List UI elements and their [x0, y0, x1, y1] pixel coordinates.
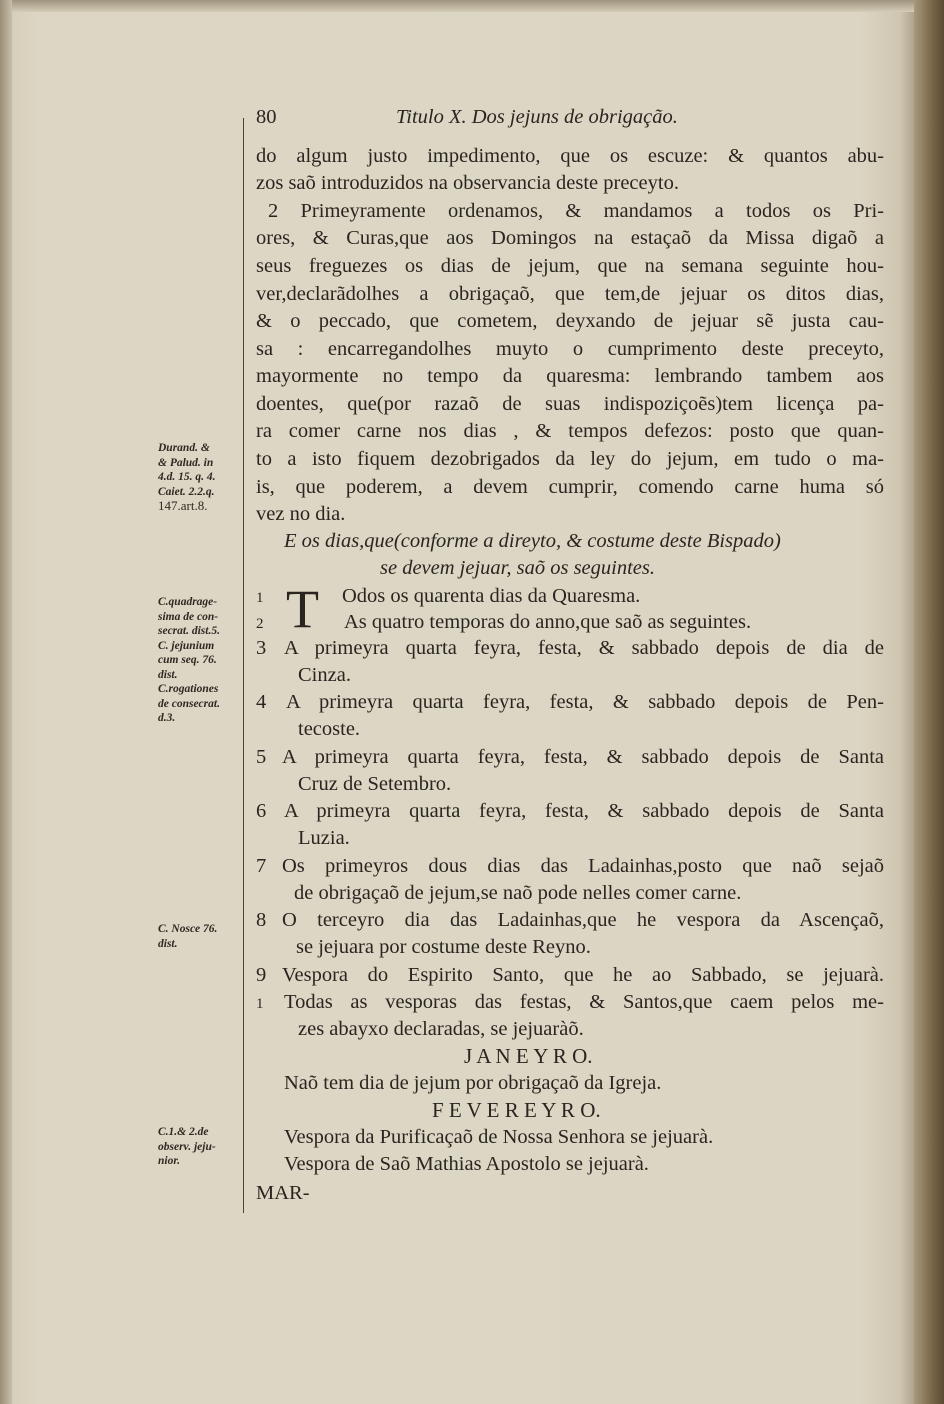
item-text: O terceyro dia das Ladainhas,que he vespora da Ascençaõ,	[282, 909, 884, 931]
page-top-edge	[0, 0, 944, 12]
list-item	[256, 853, 884, 880]
item-number: 1	[256, 590, 264, 606]
margin-line: dist.	[158, 668, 178, 681]
margin-line: d.3.	[158, 712, 176, 724]
item-continuation: de obrigaçaõ de jejum,se naõ pode nelles comer carne.	[294, 882, 742, 904]
section-heading: E os dias,que(conforme a direyto, & costume deste Bispado)	[284, 530, 781, 552]
margin-line: 4.d. 15. q. 4.	[158, 471, 216, 483]
margin-line: sima de con-	[158, 610, 219, 623]
item-continuation: Cruz de Setembro.	[298, 773, 452, 795]
margin-line: cum seq. 76.	[158, 654, 217, 666]
margin-line: de consecrat.	[158, 697, 220, 710]
margin-line: secrat. dist.5.	[158, 625, 220, 637]
list-item	[256, 583, 641, 610]
margin-line: C. Nosce 76.	[158, 923, 218, 935]
item-continuation: Cinza.	[298, 664, 351, 686]
item-continuation: se jejuara por costume deste Reyno.	[296, 936, 591, 958]
margin-note-nosce	[158, 922, 242, 951]
list-item	[256, 635, 884, 662]
margin-note-observ	[158, 1125, 242, 1169]
item-continuation: tecoste.	[298, 718, 361, 740]
body-line: do algum justo impedimento, que os escuze: & quantos abu-	[256, 145, 884, 167]
drop-cap: T	[286, 579, 319, 639]
margin-line: C.rogationes	[158, 683, 219, 695]
catchword: MAR-	[256, 1182, 310, 1204]
month-entry: Vespora da Purificaçaõ de Nossa Senhora se jejuarà.	[284, 1126, 714, 1148]
list-item	[256, 609, 752, 636]
running-title: Titulo X. Dos jejuns de obrigação.	[396, 106, 678, 128]
item-number: 1	[256, 996, 264, 1012]
item-number: 4	[256, 691, 267, 713]
body-line: ra comer carne nos dias , & tempos defezos: posto que quan-	[256, 420, 884, 442]
item-number: 3	[256, 637, 267, 659]
page-left-edge	[0, 0, 12, 1404]
body-line: doentes, que(por razaõ de suas indispoziçoẽs)tem licença pa-	[256, 393, 884, 415]
margin-line: 147.art.8.	[158, 498, 208, 513]
month-heading-janeiro: J A N E Y R O.	[464, 1044, 593, 1068]
section-heading: se devem jejuar, saõ os seguintes.	[380, 557, 655, 579]
margin-line: C.quadrage-	[158, 596, 218, 608]
item-continuation: Luzia.	[298, 827, 350, 849]
body-line: to a isto fiquem dezobrigados da ley do jejum, em tudo o ma-	[256, 448, 884, 470]
margin-line: C.1.& 2.de	[158, 1126, 209, 1138]
page-right-edge	[914, 0, 944, 1404]
month-entry: Vespora de Saõ Mathias Apostolo se jejuarà.	[284, 1153, 649, 1175]
list-item	[256, 798, 884, 825]
item-number: 7	[256, 855, 267, 877]
margin-line: C. jejunium	[158, 639, 215, 652]
body-line: mayormente no tempo da quaresma: lembrando tambem aos	[256, 365, 884, 387]
page-number: 80	[256, 106, 277, 128]
item-number: 6	[256, 800, 267, 822]
margin-line: Caiet. 2.2.q.	[158, 485, 215, 498]
body-line: & o peccado, que cometem, deyxando de jejuar sẽ justa cau-	[256, 310, 884, 332]
list-item	[256, 689, 884, 716]
item-text: A primeyra quarta feyra, festa, & sabbado depois de dia de	[284, 637, 884, 659]
item-number: 2	[256, 616, 264, 632]
list-item	[256, 744, 884, 771]
body-line: sa : encarregandolhes muyto o cumprimento deste preceyto,	[256, 338, 884, 360]
margin-note-durand	[158, 441, 242, 514]
margin-line: dist.	[158, 937, 178, 950]
body-line: zos saõ introduzidos na observancia deste preceyto.	[256, 172, 679, 194]
item-text: A primeyra quarta feyra, festa, & sabbado depois de Santa	[284, 800, 884, 822]
body-line: ver,declarãdolhes a obrigaçaõ, que tem,de jejuar os ditos dias,	[256, 283, 884, 305]
item-text: A primeyra quarta feyra, festa, & sabbado depois de Pen-	[286, 691, 884, 713]
body-line: is, que poderem, a devem cumprir, comendo carne huma só	[256, 476, 884, 498]
body-line: seus freguezes os dias de jejum, que na semana seguinte hou-	[256, 255, 884, 277]
running-header	[256, 104, 884, 131]
body-line: 2 Primeyramente ordenamos, & mandamos a todos os Pri-	[268, 200, 884, 222]
item-number: 5	[256, 746, 267, 768]
item-continuation: zes abayxo declaradas, se jejuaràõ.	[298, 1018, 584, 1040]
list-item	[256, 962, 884, 989]
item-text: As quatro temporas do anno,que saõ as seguintes.	[344, 611, 752, 633]
body-line: ores, & Curas,que aos Domingos na estaçaõ da Missa digaõ a	[256, 227, 884, 249]
margin-line: observ. jeju-	[158, 1140, 216, 1153]
item-text: Os primeyros dous dias das Ladainhas,posto que naõ sejaõ	[282, 855, 884, 877]
item-number: 9	[256, 964, 267, 986]
item-number: 8	[256, 909, 267, 931]
margin-line: Durand. &	[158, 442, 210, 454]
item-text: Vespora do Espirito Santo, que he ao Sabbado, se jejuarà.	[282, 964, 884, 986]
list-item	[256, 989, 884, 1016]
month-heading-fevereiro: F E V E R E Y R O.	[432, 1098, 601, 1122]
body-line: vez no dia.	[256, 503, 346, 525]
margin-line: & Palud. in	[158, 456, 214, 469]
item-text: A primeyra quarta feyra, festa, & sabbado depois de Santa	[282, 746, 884, 768]
list-item	[256, 907, 884, 934]
month-entry: Naõ tem dia de jejum por obrigaçaõ da Igreja.	[284, 1072, 662, 1094]
margin-line: nior.	[158, 1155, 181, 1167]
margin-note-quadragesima	[158, 595, 242, 726]
item-text: Odos os quarenta dias da Quaresma.	[342, 585, 641, 607]
margin-rule	[243, 118, 244, 1213]
item-text: Todas as vesporas das festas, & Santos,que caem pelos me-	[284, 991, 884, 1013]
